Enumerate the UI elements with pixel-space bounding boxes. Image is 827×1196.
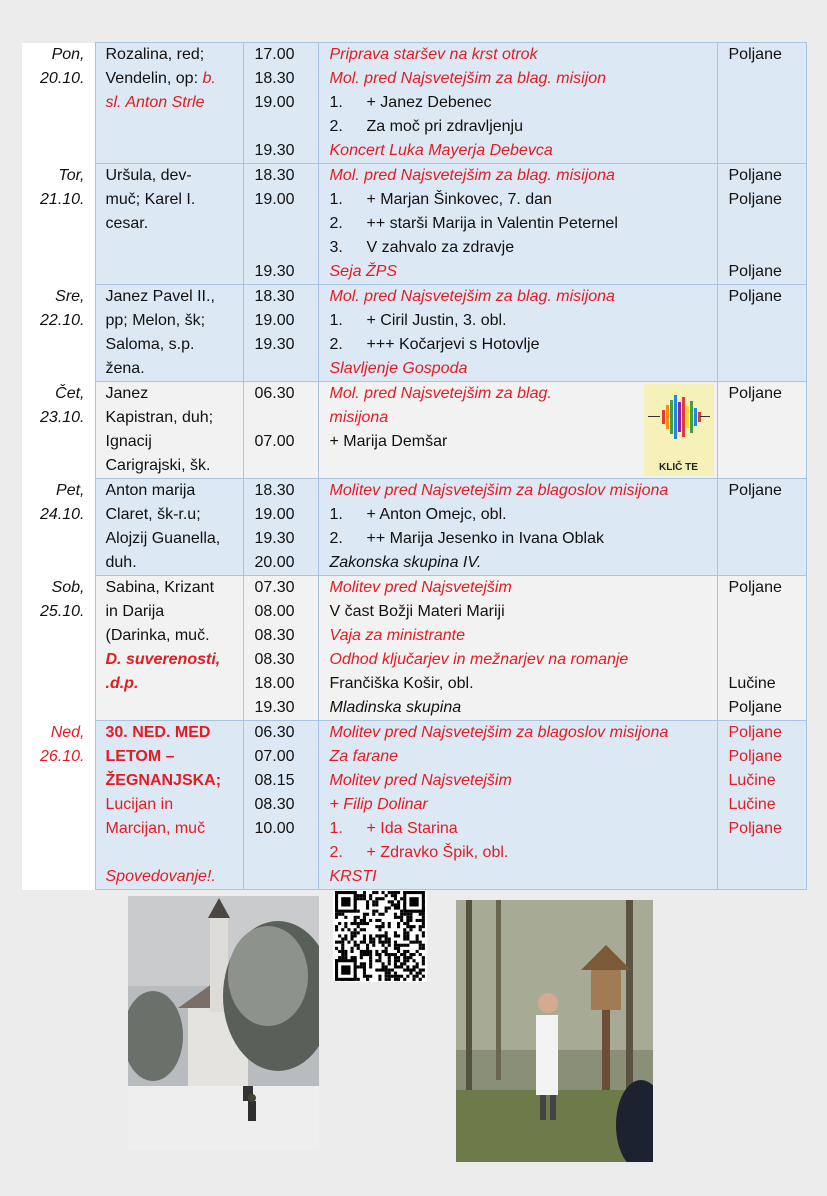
- mass-time: 10.00: [254, 820, 295, 837]
- saint-text: Rozalina, red;: [105, 46, 205, 63]
- mass-time: 19.00: [254, 94, 295, 111]
- saint-cell: [95, 721, 243, 890]
- intention-text: Molitev pred Najsvetejšim za blagoslov misijona: [329, 482, 669, 499]
- place-name: [729, 551, 806, 575]
- place-cell: [717, 576, 806, 721]
- saint-line: [106, 382, 239, 406]
- intention-text: Molitev pred Najsvetejšim: [329, 772, 512, 789]
- saint-line: [106, 285, 239, 309]
- place-name: Poljane: [728, 579, 782, 596]
- intention-line: [330, 357, 713, 381]
- intention-line: [330, 212, 713, 236]
- mass-time: [255, 236, 318, 260]
- day-row: [22, 43, 806, 164]
- saint-text: 30. NED. MED: [105, 724, 211, 741]
- intention-line: [330, 576, 713, 600]
- mass-schedule-table: [22, 42, 807, 890]
- intention-text: + Marjan Šinkovec, 7. dan: [366, 191, 552, 208]
- intention-line: [330, 333, 713, 357]
- intention-line: [330, 600, 713, 624]
- day-label: Ned,: [50, 723, 85, 741]
- mass-time: [255, 454, 318, 478]
- saint-text: b.: [202, 70, 216, 87]
- intention-text: Koncert Luka Mayerja Debevca: [329, 142, 553, 159]
- saint-line: [106, 721, 239, 745]
- intention-line: [330, 817, 713, 841]
- intention-cell: [318, 576, 717, 721]
- saint-line: [106, 212, 239, 236]
- saint-line: [106, 188, 239, 212]
- intention-cell: [318, 479, 717, 576]
- intention-number: 2.: [329, 336, 343, 353]
- saint-line: [106, 406, 239, 430]
- saint-text: cesar.: [105, 215, 149, 232]
- place-name: [729, 309, 806, 333]
- intention-text: + Filip Dolinar: [329, 796, 428, 813]
- day-row: [22, 164, 806, 285]
- saint-line: [106, 503, 239, 527]
- intention-text: + Zdravko Špik, obl.: [366, 844, 509, 861]
- saint-line: [106, 357, 239, 381]
- intention-line: [330, 260, 713, 284]
- mass-time: 19.30: [254, 336, 295, 353]
- mass-time: 19.00: [254, 191, 295, 208]
- saint-line: [106, 479, 239, 503]
- intention-text: ++ Marija Jesenko in Ivana Oblak: [366, 530, 604, 547]
- place-name: Poljane: [728, 167, 782, 184]
- intention-text: Za moč pri zdravljenju: [366, 118, 523, 135]
- saint-text: Ignacij: [105, 433, 152, 450]
- saint-text: LETOM –: [105, 748, 175, 765]
- day-label: Čet,: [55, 384, 85, 402]
- saint-line: [106, 624, 239, 648]
- intention-number: 1.: [329, 506, 343, 523]
- place-cell: [717, 164, 806, 285]
- photo-snowy-church: [128, 896, 319, 1150]
- saint-text: Kapistran, duh;: [105, 409, 214, 426]
- saint-text: (Darinka, muč.: [105, 627, 210, 644]
- intention-text: + Ida Starina: [366, 820, 458, 837]
- saint-text: in Darija: [105, 603, 165, 620]
- place-name: [729, 333, 806, 357]
- mass-time: [255, 406, 318, 430]
- intention-text: Mol. pred Najsvetejšim za blag.: [329, 385, 552, 402]
- place-name: [729, 91, 806, 115]
- intention-line: [330, 745, 713, 769]
- intention-number: 2.: [329, 215, 343, 232]
- time-cell: [243, 479, 318, 576]
- saint-text: .d.p.: [105, 675, 139, 692]
- mass-time: 18.30: [254, 288, 295, 305]
- day-cell: [22, 576, 95, 721]
- saint-line: [106, 696, 239, 720]
- place-name: [729, 430, 806, 454]
- time-cell: [243, 164, 318, 285]
- intention-line: [330, 164, 713, 188]
- place-name: Poljane: [728, 288, 782, 305]
- saint-text: ŽEGNANJSKA;: [105, 772, 222, 789]
- intention-line: [330, 115, 713, 139]
- saint-line: [106, 600, 239, 624]
- place-name: [729, 865, 806, 889]
- intention-line: [330, 527, 713, 551]
- intention-text: Mol. pred Najsvetejšim za blag. misijona: [329, 288, 615, 305]
- day-label: 21.10.: [40, 190, 85, 208]
- intention-line: [330, 721, 713, 745]
- saint-line: [106, 333, 239, 357]
- place-name: [729, 236, 806, 260]
- saint-text: sl. Anton Strle: [105, 94, 205, 111]
- saint-cell: [95, 285, 243, 382]
- day-label: 24.10.: [40, 505, 85, 523]
- saint-line: [106, 672, 239, 696]
- time-cell: [243, 43, 318, 164]
- mass-time: [255, 841, 318, 865]
- intention-text: misijona: [329, 409, 389, 426]
- mass-time: 20.00: [254, 554, 295, 571]
- saint-text: Alojzij Guanella,: [105, 530, 221, 547]
- intention-cell: [318, 43, 717, 164]
- mass-time: 18.00: [254, 675, 295, 692]
- place-cell: [717, 721, 806, 890]
- saint-line: [106, 576, 239, 600]
- day-row: [22, 479, 806, 576]
- saint-line: [106, 309, 239, 333]
- mass-time: [255, 212, 318, 236]
- saint-line: [106, 91, 239, 115]
- klic-te-logo: [644, 384, 714, 476]
- mass-time: 19.00: [254, 506, 295, 523]
- intention-line: [330, 503, 713, 527]
- mass-time: 17.00: [254, 46, 295, 63]
- place-cell: [717, 43, 806, 164]
- saint-text: Sabina, Krizant: [105, 579, 215, 596]
- intention-text: + Ciril Justin, 3. obl.: [366, 312, 507, 329]
- time-cell: [243, 285, 318, 382]
- time-cell: [243, 576, 318, 721]
- mass-time: 07.30: [254, 579, 295, 596]
- saint-line: [106, 865, 239, 889]
- intention-text: Molitev pred Najsvetejšim: [329, 579, 512, 596]
- mass-time: [255, 115, 318, 139]
- intention-number: 3.: [329, 239, 343, 256]
- saint-line: [106, 841, 239, 865]
- day-label: Tor,: [58, 166, 85, 184]
- intention-text: Mol. pred Najsvetejšim za blag. misijon: [329, 70, 607, 87]
- time-cell: [243, 721, 318, 890]
- saint-line: [106, 430, 239, 454]
- place-name: Poljane: [728, 263, 782, 280]
- place-name: Lučine: [728, 796, 776, 813]
- mass-time: 18.30: [254, 482, 295, 499]
- day-row: [22, 576, 806, 721]
- saint-line: [106, 817, 239, 841]
- saint-text: Janez Pavel II.,: [105, 288, 215, 305]
- intention-line: [330, 139, 713, 163]
- mass-time: 19.30: [254, 263, 295, 280]
- place-name: [729, 212, 806, 236]
- mass-time: 19.30: [254, 530, 295, 547]
- intention-number: 1.: [329, 820, 343, 837]
- place-name: [729, 624, 806, 648]
- place-name: Poljane: [728, 699, 782, 716]
- place-cell: [717, 382, 806, 479]
- place-name: Poljane: [728, 385, 782, 402]
- intention-text: + Marija Demšar: [329, 433, 448, 450]
- place-name: Poljane: [728, 191, 782, 208]
- saint-text: Lucijan in: [105, 796, 174, 813]
- place-name: Poljane: [728, 820, 782, 837]
- day-cell: [22, 164, 95, 285]
- place-name: [729, 503, 806, 527]
- day-label: Pet,: [56, 481, 85, 499]
- day-label: 23.10.: [40, 408, 85, 426]
- saint-line: [106, 551, 239, 575]
- place-name: Poljane: [728, 724, 782, 741]
- place-name: Lučine: [728, 772, 776, 789]
- place-name: Poljane: [728, 482, 782, 499]
- intention-text: V čast Božji Materi Mariji: [329, 603, 505, 620]
- day-cell: [22, 285, 95, 382]
- time-cell: [243, 382, 318, 479]
- intention-line: [330, 479, 713, 503]
- photo-priest-at-cross: [456, 900, 653, 1162]
- intention-line: [330, 865, 713, 889]
- saint-text: Claret, šk-r.u;: [105, 506, 201, 523]
- mass-time: 08.00: [254, 603, 295, 620]
- saint-line: [106, 527, 239, 551]
- day-cell: [22, 479, 95, 576]
- day-row: [22, 382, 806, 479]
- intention-text: KRSTI: [329, 868, 377, 885]
- place-name: Poljane: [728, 46, 782, 63]
- saint-cell: [95, 164, 243, 285]
- intention-line: [330, 67, 713, 91]
- intention-number: 1.: [329, 94, 343, 111]
- place-name: Lučine: [728, 675, 776, 692]
- intention-text: V zahvalo za zdravje: [366, 239, 515, 256]
- day-label: Sob,: [51, 578, 85, 596]
- day-label: Sre,: [55, 287, 85, 305]
- intention-cell: [318, 382, 717, 479]
- saint-text: žena.: [105, 360, 145, 377]
- intention-line: [330, 793, 713, 817]
- mass-time: 06.30: [254, 724, 295, 741]
- place-name: [729, 648, 806, 672]
- saint-cell: [95, 576, 243, 721]
- saint-line: [106, 454, 239, 478]
- place-name: [729, 357, 806, 381]
- saint-text: duh.: [105, 554, 137, 571]
- intention-text: Frančiška Košir, obl.: [329, 675, 474, 692]
- logo-sound-bars: [648, 394, 710, 440]
- intention-line: [330, 672, 713, 696]
- place-name: Poljane: [728, 748, 782, 765]
- intention-line: [330, 43, 713, 67]
- saint-cell: [95, 382, 243, 479]
- saint-text: Vendelin, op:: [105, 70, 203, 87]
- intention-number: 2.: [329, 844, 343, 861]
- day-cell: [22, 382, 95, 479]
- saint-text: Anton marija: [105, 482, 196, 499]
- intention-text: Seja ŽPS: [329, 263, 398, 280]
- intention-text: + Anton Omejc, obl.: [366, 506, 507, 523]
- intention-line: [330, 188, 713, 212]
- intention-text: Slavljenje Gospoda: [329, 360, 468, 377]
- intention-text: Mladinska skupina: [329, 699, 462, 716]
- saint-line: [106, 793, 239, 817]
- mass-time: 19.30: [254, 699, 295, 716]
- intention-line: [330, 648, 713, 672]
- intention-line: [330, 285, 713, 309]
- intention-text: Za farane: [329, 748, 398, 765]
- saint-line: [106, 43, 239, 67]
- place-name: [729, 600, 806, 624]
- intention-text: Vaja za ministrante: [329, 627, 465, 644]
- intention-text: ++ starši Marija in Valentin Peternel: [366, 215, 618, 232]
- day-row: [22, 721, 806, 890]
- saint-text: Marcijan, muč: [105, 820, 206, 837]
- mass-time: 18.30: [254, 167, 295, 184]
- mass-time: [255, 865, 318, 889]
- intention-line: [330, 91, 713, 115]
- day-label: Pon,: [51, 45, 85, 63]
- intention-cell: [318, 721, 717, 890]
- place-name: [729, 406, 806, 430]
- mass-time: [255, 357, 318, 381]
- saint-line: [106, 67, 239, 91]
- saint-text: Janez: [105, 385, 149, 402]
- mass-time: 08.30: [254, 651, 295, 668]
- saint-text: Saloma, s.p.: [105, 336, 195, 353]
- day-label: 25.10.: [40, 602, 85, 620]
- saint-line: [106, 164, 239, 188]
- intention-line: [330, 309, 713, 333]
- intention-number: 2.: [329, 118, 343, 135]
- saint-text: muč; Karel I.: [105, 191, 196, 208]
- intention-line: [330, 624, 713, 648]
- day-label: 26.10.: [40, 747, 85, 765]
- intention-line: [330, 769, 713, 793]
- intention-line: [330, 551, 713, 575]
- mass-time: 19.00: [254, 312, 295, 329]
- intention-text: Zakonska skupina IV.: [329, 554, 482, 571]
- intention-line: [330, 236, 713, 260]
- place-name: [729, 139, 806, 163]
- intention-number: 1.: [329, 191, 343, 208]
- mass-time: 07.00: [254, 748, 295, 765]
- place-name: [729, 841, 806, 865]
- saint-text: Spovedovanje!.: [105, 868, 216, 885]
- qr-code: [333, 890, 427, 982]
- day-row: [22, 285, 806, 382]
- place-name: [729, 454, 806, 478]
- saint-text: pp; Melon, šk;: [105, 312, 206, 329]
- mass-time: 08.15: [254, 772, 295, 789]
- saint-text: D. suverenosti,: [105, 651, 221, 668]
- intention-line: [330, 841, 713, 865]
- intention-text: + Janez Debenec: [366, 94, 492, 111]
- intention-text: Priprava staršev na krst otrok: [329, 46, 538, 63]
- intention-text: +++ Kočarjevi s Hotovlje: [366, 336, 540, 353]
- intention-text: Mol. pred Najsvetejšim za blag. misijona: [329, 167, 615, 184]
- intention-number: 2.: [329, 530, 343, 547]
- place-cell: [717, 479, 806, 576]
- saint-line: [106, 745, 239, 769]
- day-label: 20.10.: [40, 69, 85, 87]
- saint-cell: [95, 43, 243, 164]
- place-name: [729, 527, 806, 551]
- mass-time: 06.30: [254, 385, 295, 402]
- place-name: [729, 115, 806, 139]
- day-label: 22.10.: [40, 311, 85, 329]
- saint-cell: [95, 479, 243, 576]
- intention-line: [330, 696, 713, 720]
- intention-number: 1.: [329, 312, 343, 329]
- place-name: [729, 67, 806, 91]
- logo-text: KLIČ TE: [659, 462, 698, 473]
- intention-text: Odhod ključarjev in mežnarjev na romanje: [329, 651, 629, 668]
- mass-time: 08.30: [254, 796, 295, 813]
- intention-cell: [318, 285, 717, 382]
- saint-line: [106, 769, 239, 793]
- intention-text: Molitev pred Najsvetejšim za blagoslov misijona: [329, 724, 669, 741]
- place-cell: [717, 285, 806, 382]
- mass-time: 18.30: [254, 70, 295, 87]
- intention-cell: [318, 164, 717, 285]
- day-cell: [22, 43, 95, 164]
- mass-time: 07.00: [254, 433, 295, 450]
- saint-line: [106, 648, 239, 672]
- mass-time: 19.30: [254, 142, 295, 159]
- saint-text: Carigrajski, šk.: [105, 457, 211, 474]
- mass-time: 08.30: [254, 627, 295, 644]
- saint-text: Uršula, dev-: [105, 167, 192, 184]
- day-cell: [22, 721, 95, 890]
